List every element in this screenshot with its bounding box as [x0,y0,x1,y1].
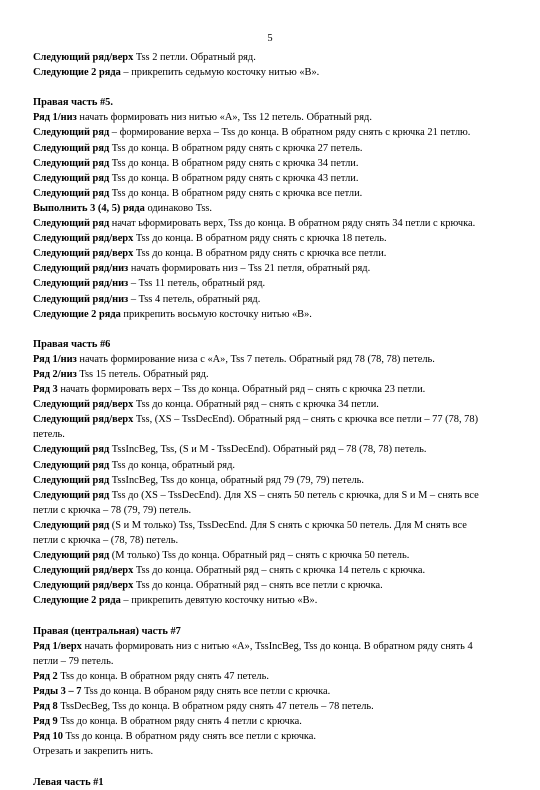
row-label: Следующий ряд/верх [33,52,134,63]
instruction-text: начать формировать верх – Tss до конца. Обратный ряд – снять с крючка 23 петли. [57,384,426,396]
instruction-text: Tss до конца. В обратном ряду снять 4 петли с крючка. [57,716,302,728]
row-label: Следующий ряд [33,519,110,531]
instruction-line [33,684,511,699]
instruction-line [33,110,511,125]
instruction-text: Tss до конца. В обраном ряду снять все петли с крючка. [81,685,331,697]
row-label: Ряд 10 [33,731,63,743]
section-title: Правая (центральная) часть #7 [33,625,181,637]
row-label: Следующий ряд [33,187,110,199]
instruction-line [33,261,511,276]
instruction-line [33,714,511,729]
row-label: Следующий ряд/верх [33,414,134,426]
row-label: Ряд 2 [33,670,58,682]
instruction-text: начать формировать низ нитью «А», Tss 12 петель. Обратный ряд. [76,112,372,124]
row-label: Следующий ряд [33,459,110,471]
instruction-text: Tss 2 петли. Обратный ряд. [133,52,256,63]
instruction-line [33,639,511,654]
instruction-line [33,458,511,473]
instruction-text: начать формировать низ с нитью «А», TssIncBeg, Tss до конца. В обратном ряду снять 4 [81,640,473,652]
row-label: Следующий ряд/низ [33,263,129,275]
row-label: Ряд 1/верх [33,640,82,652]
row-label: Ряд 1/низ [33,353,77,365]
instruction-line [33,669,511,684]
instruction-text: – формирование верха – Tss до конца. В обратном ряду снять с крючка 21 петлю. [109,127,471,139]
instruction-text: Tss, (XS – TssDecEnd). Обратный ряд – снять с крючка все петли – 77 (78, 78) [133,414,479,426]
instruction-line [33,563,511,578]
document-body [33,50,511,790]
instruction-text: Tss до конца. В обратном ряду снять с крючка 34 петли. [109,157,359,169]
instruction-line [33,216,511,231]
row-label: Следующий ряд/верх [33,580,134,592]
page-number: 5 [267,33,273,44]
instruction-text: TssDecBeg, Tss до конца. В обратном ряду снять 47 петель – 78 петель. [57,701,374,713]
row-label: Следующие 2 ряда [33,67,121,79]
instruction-text: Tss до конца. В обратном ряду снять с крючка все петли. [109,187,363,199]
instruction-line [33,699,511,714]
row-label: Следующий ряд/низ [33,278,129,290]
row-label: Следующий ряд/верх [33,233,134,245]
instruction-line [33,578,511,593]
instruction-text: Tss до конца. В обратном ряду снять с крючка 18 петель. [133,233,387,245]
instruction-text: Tss до конца. Обратный ряд – снять с крючка 14 петель с крючка. [133,565,426,577]
instruction-text: петли с крючка – 78 (79, 79) петель. [33,504,192,516]
row-label: Следующие 2 ряда [33,308,121,320]
instruction-text: Tss до конца. В обратном ряду снять 47 петель. [57,670,269,682]
row-label: Следующий ряд [33,218,110,230]
instruction-text: – прикрепить девятую косточку нитью «В». [120,595,318,607]
instruction-line [33,503,511,518]
instruction-text: TssIncBeg, Tss до конца, обратный ряд 79 (79, 79) петель. [109,474,364,486]
row-label: Следующие 2 ряда [33,595,121,607]
instruction-text: Tss 15 петель. Обратный ряд. [76,368,209,380]
instruction-line [33,473,511,488]
row-label: Ряд 2/низ [33,368,77,380]
instruction-line [33,442,511,457]
instruction-text: Tss до конца. В обратном ряду снять с крючка 43 петли. [109,172,359,184]
instruction-line [33,141,511,156]
row-label: Ряд 1/низ [33,112,77,124]
instruction-text: прикрепить восьмую косточку нитью «В». [120,308,312,320]
paragraph-gap [33,322,511,337]
instruction-text: петли – 79 петель. [33,655,114,667]
section-title: Правая часть #6 [33,338,111,350]
instruction-line [33,548,511,563]
instruction-line [33,427,511,442]
instruction-line [33,307,511,322]
paragraph-gap [33,608,511,623]
instruction-line [33,518,511,533]
instruction-line [33,533,511,548]
instruction-line [33,488,511,503]
instruction-text: петли с крючка – (78, 78) петель. [33,535,179,546]
instruction-text: Tss до конца. Обратный ряд – снять с крючка 34 петли. [133,399,379,411]
row-label: Следующий ряд [33,172,110,184]
row-label: Ряды 3 – 7 [33,685,82,697]
row-label: Следующий ряд/верх [33,565,134,577]
row-label: Следующий ряд [33,142,110,154]
instruction-line [33,744,511,759]
instruction-text: Tss до конца. В обратном ряду снять с крючка все петли. [133,248,387,260]
section-title: Левая часть #1 [33,776,104,788]
instruction-line [33,276,511,291]
row-label: Следующий ряд [33,127,110,139]
row-label: Следующий ряд/низ [33,293,129,305]
instruction-line [33,65,511,80]
instruction-text: (S и M только) Tss, TssDecEnd. Для S снять с крючка 50 петель. Для M снять все [109,519,467,531]
instruction-line [33,367,511,382]
instruction-line [33,201,511,216]
row-label: Следующий ряд/верх [33,248,134,260]
instruction-text: TssIncBeg, Tss, (S и M - TssDecEnd). Обратный ряд – 78 (78, 78) петель. [109,444,427,456]
instruction-text: Tss до конца. Обратный ряд – снять все петли с крючка. [133,580,383,592]
instruction-text: – Tss 11 петель, обратный ряд. [128,278,266,290]
instruction-line [33,352,511,367]
instruction-line [33,412,511,427]
paragraph-gap [33,759,511,774]
instruction-line [33,50,511,65]
instruction-text: Tss до конца. В обратном ряду снять с крючка 27 петель. [109,142,363,154]
instruction-text: начать формировать низ – Tss 21 петля, обратный ряд. [128,263,371,275]
instruction-text: петель. [33,429,65,441]
instruction-line [33,593,511,608]
instruction-line [33,397,511,412]
row-label: Следующий ряд [33,550,110,562]
instruction-text: Tss до конца, обратный ряд. [109,459,235,471]
row-label: Ряд 3 [33,384,58,396]
paragraph-gap [33,80,511,95]
instruction-text: Отрезать и закрепить нить. [33,746,154,758]
row-label: Следующий ряд [33,444,110,456]
instruction-text: (M только) Tss до конца. Обратный ряд – снять с крючка 50 петель. [109,550,410,562]
row-label: Следующий ряд/верх [33,399,134,411]
row-label: Ряд 9 [33,716,58,728]
instruction-text: Tss до (XS – TssDecEnd). Для XS – снять 50 петель с крючка, для S и M – снять все [109,489,479,501]
row-label: Следующий ряд [33,474,110,486]
instruction-text: Tss до конца. В обратном ряду снять все петли с крючка. [62,731,317,743]
instruction-text: начать формирование низа с «А», Tss 7 петель. Обратный ряд 78 (78, 78) петель. [76,353,435,365]
instruction-line [33,729,511,744]
instruction-line [33,231,511,246]
row-label: Следующий ряд [33,157,110,169]
row-label: Выполнить 3 (4, 5) ряда [33,202,145,214]
instruction-text: начат ьформировать верх, Tss до конца. В обратном ряду снять 34 петли с крючка. [109,218,476,230]
row-label: Ряд 8 [33,701,58,713]
instruction-text: – Tss 4 петель, обратный ряд. [128,293,261,305]
row-label: Следующий ряд [33,489,110,501]
instruction-line [33,382,511,397]
instruction-text: – прикрепить седьмую косточку нитью «В». [120,67,320,79]
instruction-line [33,125,511,140]
instruction-line [33,186,511,201]
instruction-line [33,246,511,261]
instruction-line [33,292,511,307]
instruction-line [33,156,511,171]
instruction-line [33,171,511,186]
section-title: Правая часть #5. [33,97,113,109]
instruction-text: одинаково Tss. [144,202,213,214]
instruction-line [33,654,511,669]
